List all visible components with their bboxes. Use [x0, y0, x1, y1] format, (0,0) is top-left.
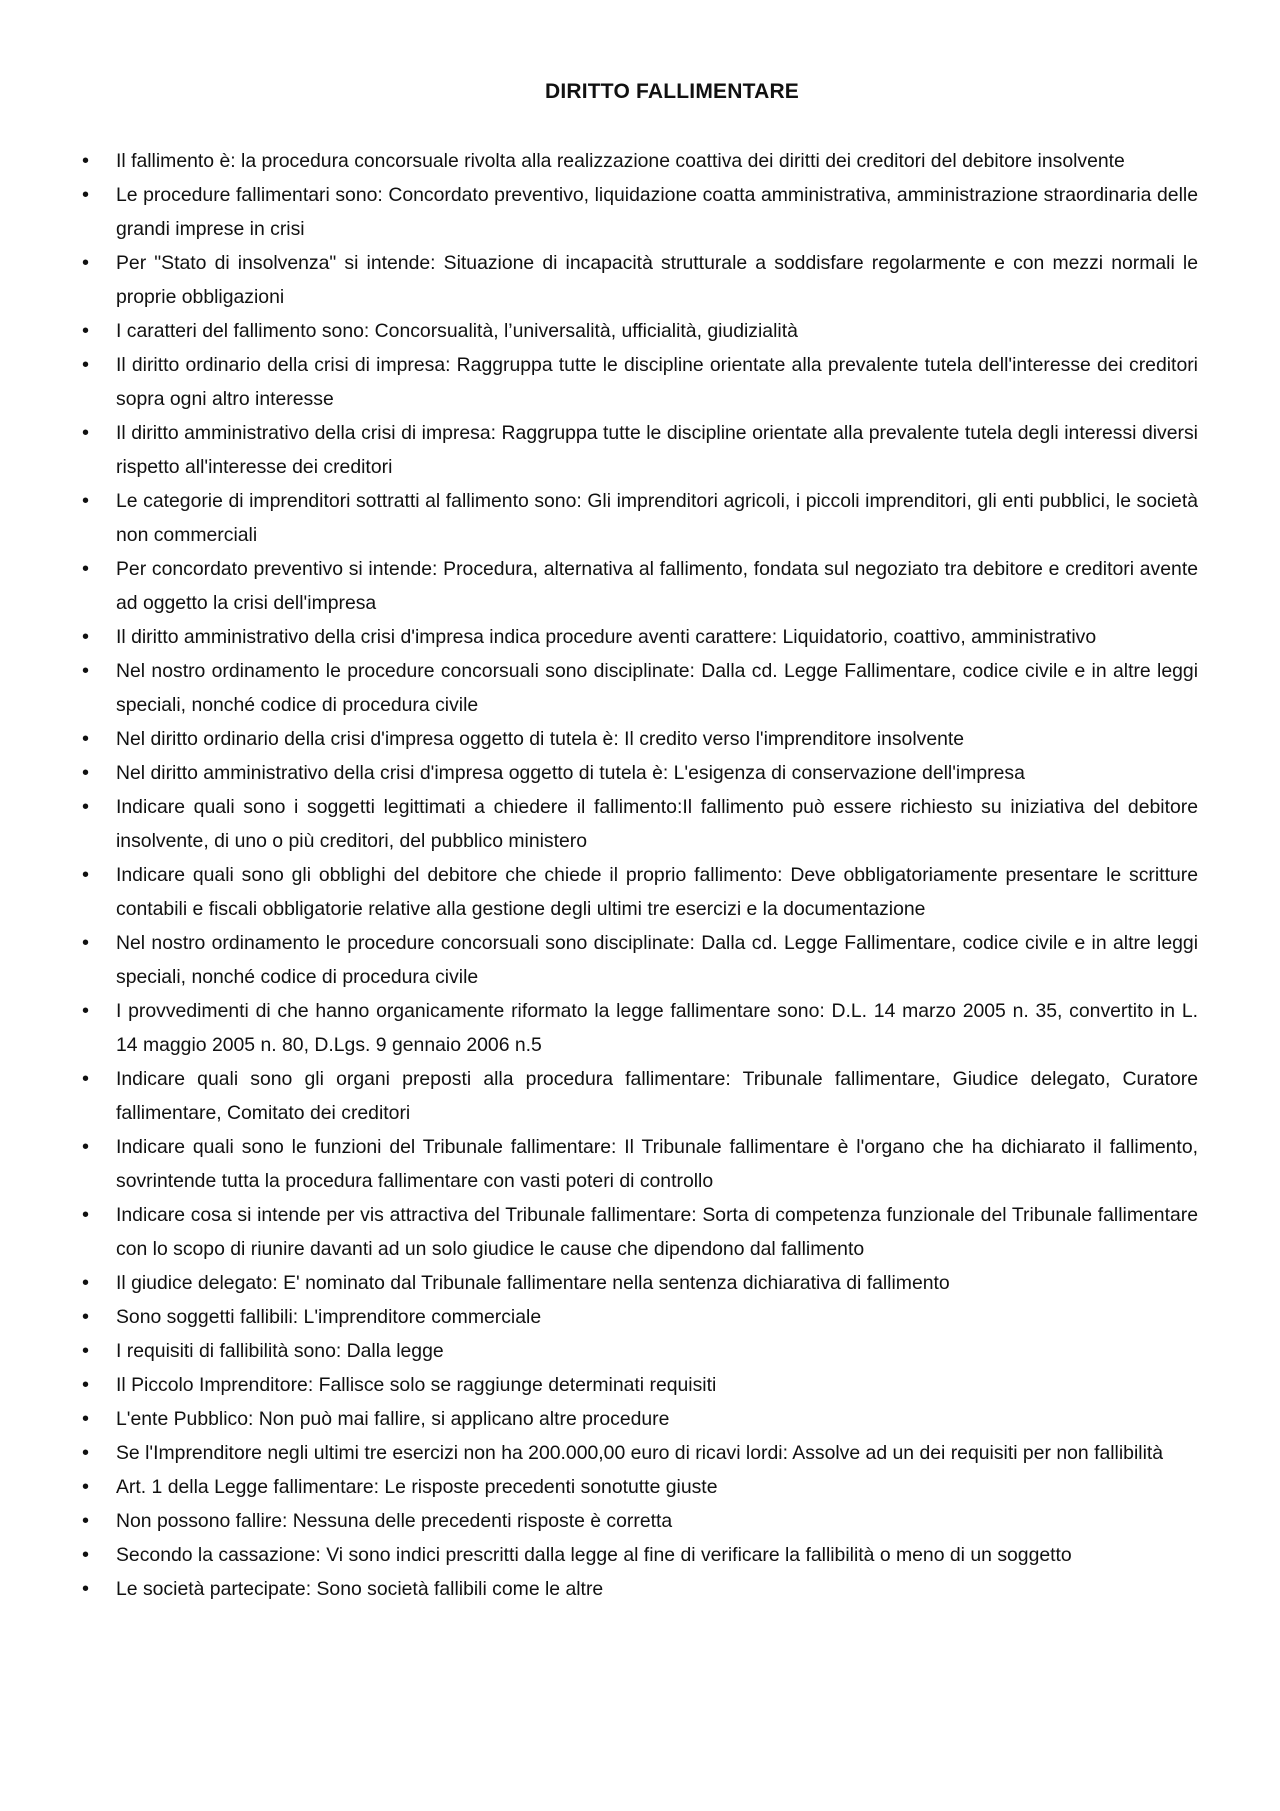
bullet-icon: • [82, 1374, 90, 1396]
bullet-icon: • [82, 1408, 90, 1430]
list-item [82, 1572, 1198, 1606]
bullet-icon: • [82, 626, 90, 648]
list-item-text: L'ente Pubblico: Non può mai fallire, si applicano altre procedure [116, 1408, 670, 1430]
list-item [82, 348, 1198, 416]
list-item [82, 620, 1198, 654]
list-item [82, 926, 1198, 994]
list-item [82, 1368, 1198, 1402]
bullet-icon: • [82, 558, 90, 580]
list-item [82, 994, 1198, 1062]
list-item-text: Il giudice delegato: E' nominato dal Tribunale fallimentare nella sentenza dichiarativa di fallimento [116, 1272, 950, 1294]
list-item-text: Secondo la cassazione: Vi sono indici prescritti dalla legge al fine di verificare la fallibilità o meno di un soggetto [116, 1544, 1072, 1566]
list-item [82, 1538, 1198, 1572]
list-item-text: Art. 1 della Legge fallimentare: Le risposte precedenti sonotutte giuste [116, 1476, 718, 1498]
bullet-icon: • [82, 1000, 90, 1022]
bullet-icon: • [82, 660, 90, 682]
list-item [82, 416, 1198, 484]
list-item-text: Il diritto amministrativo della crisi d'impresa indica procedure aventi carattere: Liquidatorio, coattivo, amministrativo [116, 626, 1097, 648]
bullet-icon: • [82, 1204, 90, 1226]
page-title: DIRITTO FALLIMENTARE [544, 80, 800, 103]
list-item [82, 1266, 1198, 1300]
bullet-icon: • [82, 864, 90, 886]
list-item-text: Il Piccolo Imprenditore: Fallisce solo se raggiunge determinati requisiti [116, 1374, 717, 1396]
list-item [82, 756, 1198, 790]
list-item-text: Il diritto amministrativo della crisi di impresa: Raggruppa tutte le discipline orientate alla prevalente tutela degli interessi diversi rispetto all'interesse dei creditori [116, 422, 1198, 478]
bullet-icon: • [82, 1306, 90, 1328]
bullet-icon: • [82, 354, 90, 376]
list-item [82, 1334, 1198, 1368]
list-item [82, 1470, 1198, 1504]
bullet-icon: • [82, 320, 90, 342]
bullet-icon: • [82, 1476, 90, 1498]
list-item [82, 790, 1198, 858]
bullet-list [82, 144, 1198, 1606]
list-item-text: Indicare quali sono gli organi preposti alla procedura fallimentare: Tribunale fallimentare, Giudice delegato, Curatore fallimentare, Comitato dei creditori [116, 1068, 1198, 1124]
list-item [82, 1300, 1198, 1334]
list-item [82, 858, 1198, 926]
list-item [82, 654, 1198, 722]
bullet-icon: • [82, 728, 90, 750]
list-item-text: Indicare quali sono le funzioni del Tribunale fallimentare: Il Tribunale fallimentare è l'organo che ha dichiarato il fallimento, sovrintende tutta la procedura fallimentare con vasti poteri di controllo [116, 1136, 1198, 1192]
list-item-text: Le società partecipate: Sono società fallibili come le altre [116, 1578, 604, 1600]
list-item-text: Per concordato preventivo si intende: Procedura, alternativa al fallimento, fondata sul negoziato tra debitore e creditori avente ad oggetto la crisi dell'impresa [116, 558, 1198, 614]
list-item-text: Per "Stato di insolvenza" si intende: Situazione di incapacità strutturale a soddisfare regolarmente e con mezzi normali le proprie obbligazioni [116, 252, 1198, 308]
list-item [82, 1198, 1198, 1266]
list-item [82, 1504, 1198, 1538]
bullet-icon: • [82, 1510, 90, 1532]
bullet-icon: • [82, 422, 90, 444]
list-item-text: I provvedimenti di che hanno organicamente riformato la legge fallimentare sono: D.L. 14 marzo 2005 n. 35, convertito in L. 14 maggio 2005 n. 80, D.Lgs. 9 gennaio 2006 n.5 [116, 1000, 1198, 1056]
list-item-text: Nel nostro ordinamento le procedure concorsuali sono disciplinate: Dalla cd. Legge Fallimentare, codice civile e in altre leggi speciali, nonché codice di procedura civile [116, 660, 1198, 716]
bullet-icon: • [82, 1068, 90, 1090]
bullet-icon: • [82, 796, 90, 818]
list-item [82, 246, 1198, 314]
bullet-icon: • [82, 1136, 90, 1158]
list-item-text: Le categorie di imprenditori sottratti al fallimento sono: Gli imprenditori agricoli, i piccoli imprenditori, gli enti pubblici, le società non commerciali [116, 490, 1198, 546]
bullet-icon: • [82, 932, 90, 954]
list-item-text: Nel nostro ordinamento le procedure concorsuali sono disciplinate: Dalla cd. Legge Fallimentare, codice civile e in altre leggi speciali, nonché codice di procedura civile [116, 932, 1198, 988]
bullet-icon: • [82, 490, 90, 512]
list-item-text: Indicare cosa si intende per vis attractiva del Tribunale fallimentare: Sorta di competenza funzionale del Tribunale fallimentare con lo scopo di riunire davanti ad un solo giudice le cause che dipendono dal fallimento [116, 1204, 1198, 1260]
bullet-icon: • [82, 252, 90, 274]
list-item [82, 178, 1198, 246]
bullet-icon: • [82, 184, 90, 206]
list-item-text: Se l'Imprenditore negli ultimi tre esercizi non ha 200.000,00 euro di ricavi lordi: Assolve ad un dei requisiti per non fallibilità [116, 1442, 1164, 1464]
bullet-icon: • [82, 1442, 90, 1464]
list-item [82, 144, 1198, 178]
list-item-text: Indicare quali sono i soggetti legittimati a chiedere il fallimento:Il fallimento può essere richiesto su iniziativa del debitore insolvente, di uno o più creditori, del pubblico ministero [116, 796, 1198, 852]
list-item-text: Il diritto ordinario della crisi di impresa: Raggruppa tutte le discipline orientate alla prevalente tutela dell'interesse dei creditori sopra ogni altro interesse [116, 354, 1198, 410]
list-item-text: Nel diritto ordinario della crisi d'impresa oggetto di tutela è: Il credito verso l'imprenditore insolvente [116, 728, 965, 750]
bullet-icon: • [82, 1340, 90, 1362]
list-item-text: I requisiti di fallibilità sono: Dalla legge [116, 1340, 444, 1362]
bullet-icon: • [82, 1272, 90, 1294]
list-item-text: Non possono fallire: Nessuna delle precedenti risposte è corretta [116, 1510, 673, 1532]
list-item [82, 722, 1198, 756]
list-item [82, 552, 1198, 620]
list-item-text: Le procedure fallimentari sono: Concordato preventivo, liquidazione coatta amministrativa, amministrazione straordinaria delle grandi imprese in crisi [116, 184, 1198, 240]
list-item [82, 1130, 1198, 1198]
bullet-icon: • [82, 1544, 90, 1566]
list-item-text: Sono soggetti fallibili: L'imprenditore commerciale [116, 1306, 542, 1328]
list-item [82, 314, 1198, 348]
bullet-icon: • [82, 762, 90, 784]
list-item [82, 484, 1198, 552]
list-item-text: I caratteri del fallimento sono: Concorsualità, l’universalità, ufficialità, giudizialità [116, 320, 798, 342]
list-item [82, 1436, 1198, 1470]
list-item [82, 1062, 1198, 1130]
bullet-icon: • [82, 1578, 90, 1600]
list-item [82, 1402, 1198, 1436]
list-item-text: Indicare quali sono gli obblighi del debitore che chiede il proprio fallimento: Deve obbligatoriamente presentare le scritture contabili e fiscali obbligatorie relative alla gestione degli ultimi tre esercizi e la documentazione [116, 864, 1198, 920]
bullet-icon: • [82, 150, 90, 172]
list-item-text: Il fallimento è: la procedura concorsuale rivolta alla realizzazione coattiva dei diritti dei creditori del debitore insolvente [116, 150, 1125, 172]
list-item-text: Nel diritto amministrativo della crisi d'impresa oggetto di tutela è: L'esigenza di conservazione dell'impresa [116, 762, 1025, 784]
